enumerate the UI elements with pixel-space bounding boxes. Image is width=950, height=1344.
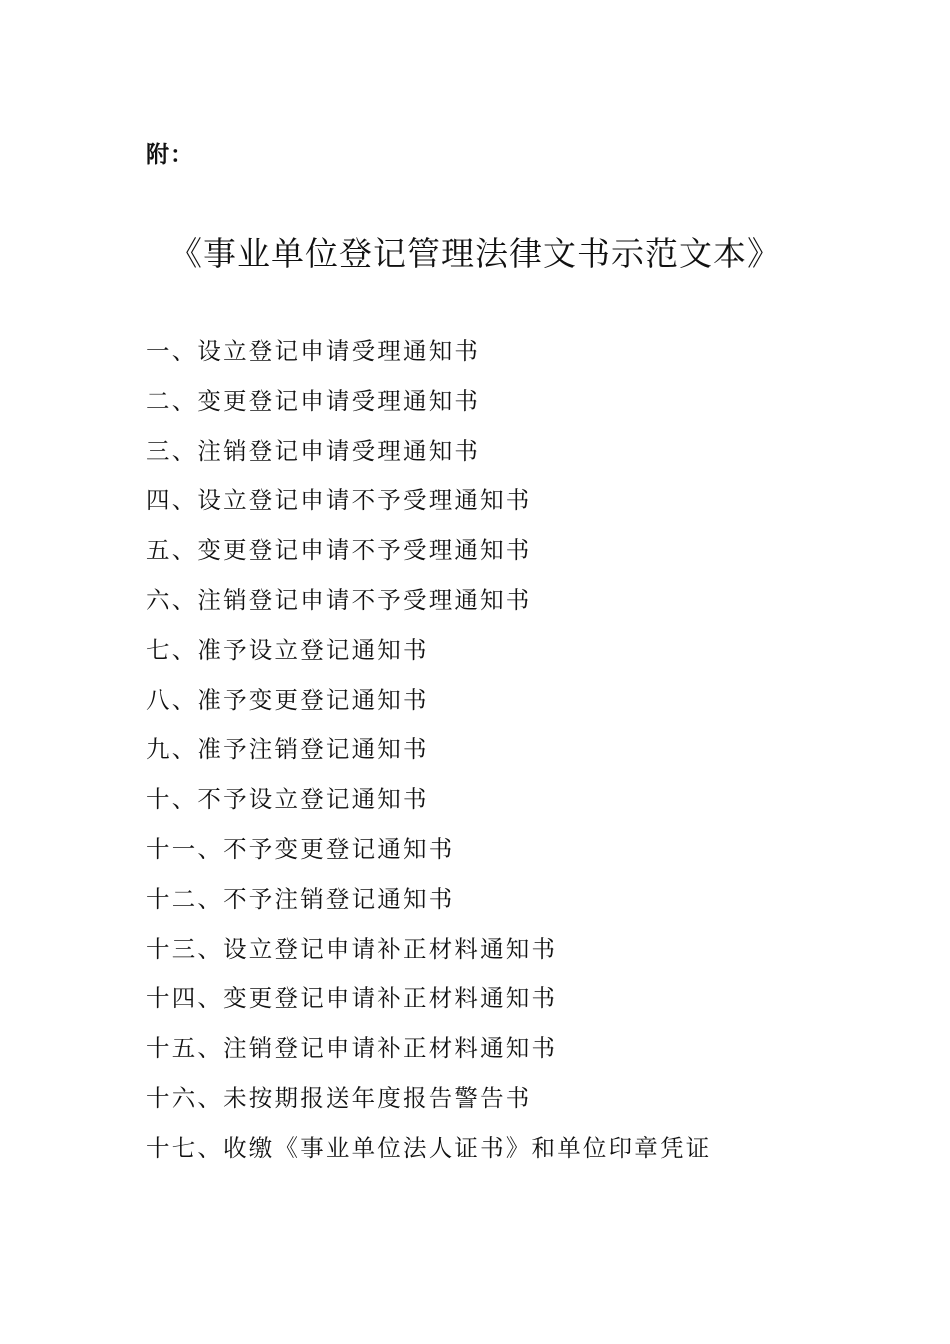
list-item: 十一、不予变更登记通知书	[146, 834, 455, 863]
list-item: 十六、未按期报送年度报告警告书	[146, 1083, 532, 1112]
list-item: 二、变更登记申请受理通知书	[146, 386, 481, 415]
list-item: 七、准予设立登记通知书	[146, 635, 429, 664]
list-item: 三、注销登记申请受理通知书	[146, 436, 481, 465]
attachment-label: 附：	[146, 142, 194, 168]
document-item-list	[146, 334, 711, 1181]
list-item: 八、准予变更登记通知书	[146, 685, 429, 714]
list-item: 十、不予设立登记通知书	[146, 785, 429, 814]
list-item: 一、设立登记申请受理通知书	[146, 337, 481, 365]
list-item: 四、设立登记申请不予受理通知书	[146, 486, 532, 515]
list-item: 五、变更登记申请不予受理通知书	[146, 536, 532, 565]
list-item: 六、注销登记申请不予受理通知书	[146, 585, 532, 614]
list-item: 十五、注销登记申请补正材料通知书	[146, 1034, 558, 1063]
list-item: 十三、设立登记申请补正材料通知书	[146, 934, 558, 963]
document-title: 《事业单位登记管理法律文书示范文本》	[169, 234, 781, 273]
list-item: 十七、收缴《事业单位法人证书》和单位印章凭证	[146, 1133, 712, 1162]
list-item: 十二、不予注销登记通知书	[146, 884, 455, 913]
list-item: 十四、变更登记申请补正材料通知书	[146, 984, 558, 1013]
list-item: 九、准予注销登记通知书	[146, 735, 429, 764]
